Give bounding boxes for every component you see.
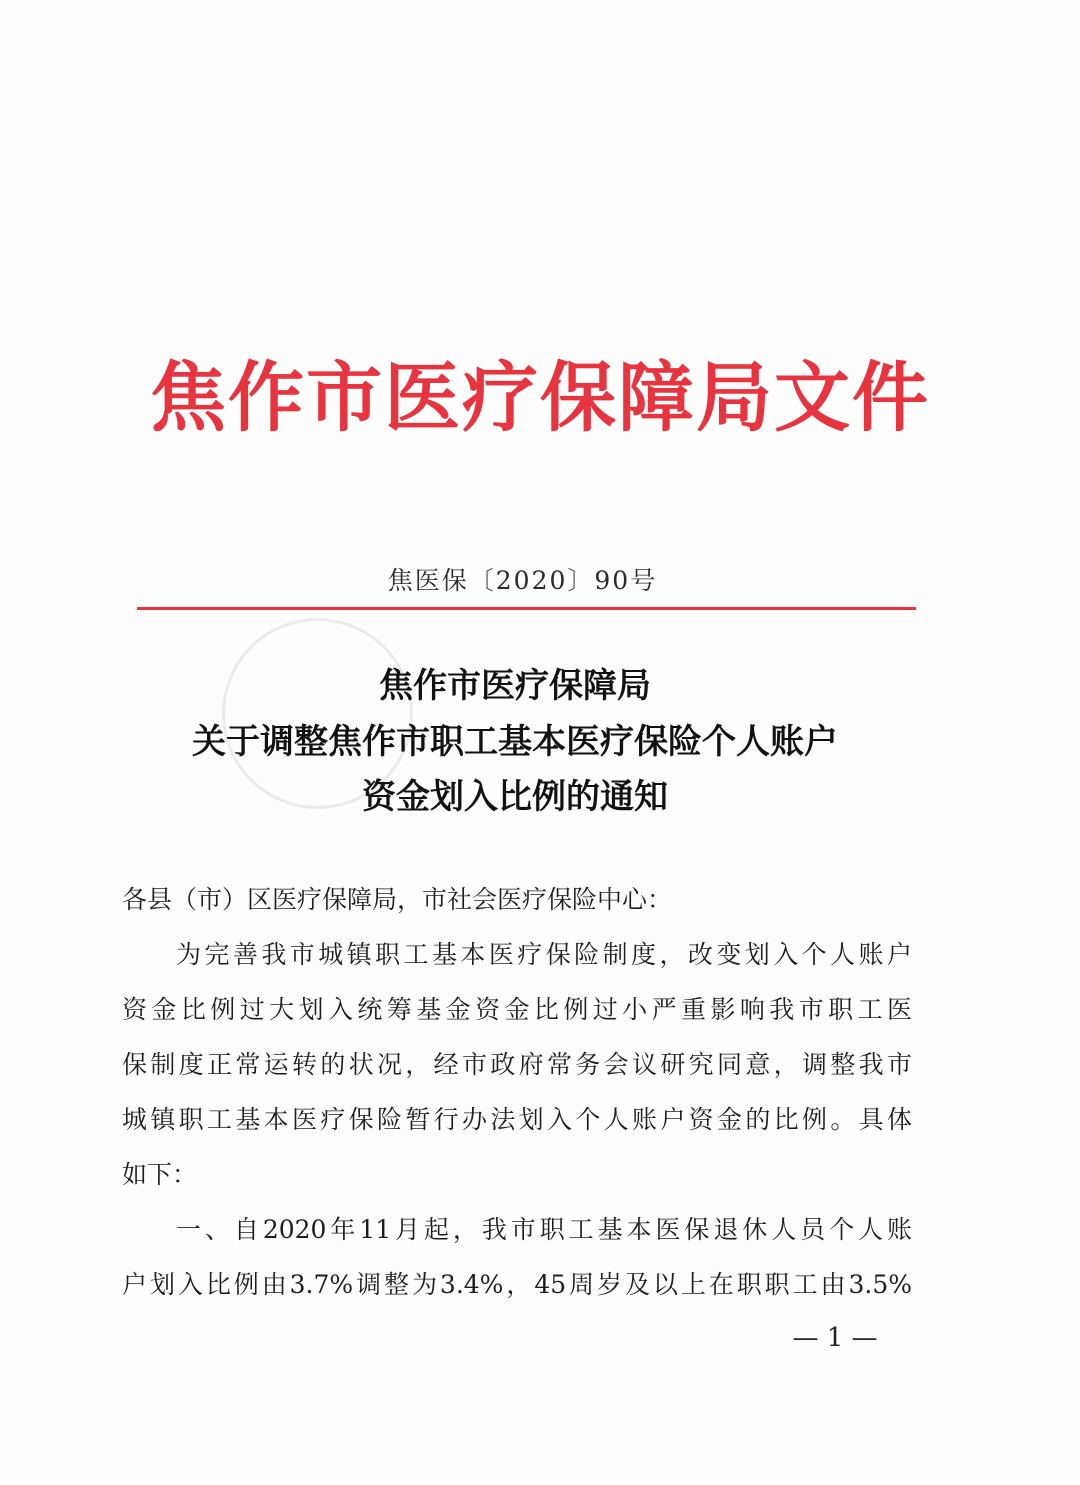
notice-title-line-1: 焦作市医疗保障局 [379,666,651,706]
document-number: 焦医保〔2020〕90号 [387,566,658,595]
paragraph-2-line-1: 一、自2020年11月起，我市职工基本医保退休人员个人账 [176,1215,912,1244]
notice-title-line-2: 关于调整焦作市职工基本医疗保险个人账户 [192,722,838,762]
masthead-title: 焦作市医疗保障局文件 [150,353,930,442]
paragraph-1-line-5: 如下： [122,1160,198,1189]
paragraph-1-line-3: 保制度正常运转的状况，经市政府常务会议研究同意，调整我市 [122,1050,912,1079]
notice-title-line-3: 资金划入比例的通知 [362,777,668,817]
addressee-line: 各县（市）区医疗保障局，市社会医疗保险中心： [122,885,673,914]
red-divider-line [137,607,916,610]
paragraph-2-line-2: 户划入比例由3.7%调整为3.4%，45周岁及以上在职职工由3.5% [122,1270,912,1299]
paragraph-1-line-2: 资金比例过大划入统筹基金资金比例过小严重影响我市职工医 [122,995,912,1024]
paragraph-1-line-1: 为完善我市城镇职工基本医疗保险制度，改变划入个人账户 [176,940,912,969]
page-number: — 1 — [792,1323,878,1353]
paragraph-1-line-4: 城镇职工基本医疗保险暂行办法划入个人账户资金的比例。具体 [122,1105,912,1134]
